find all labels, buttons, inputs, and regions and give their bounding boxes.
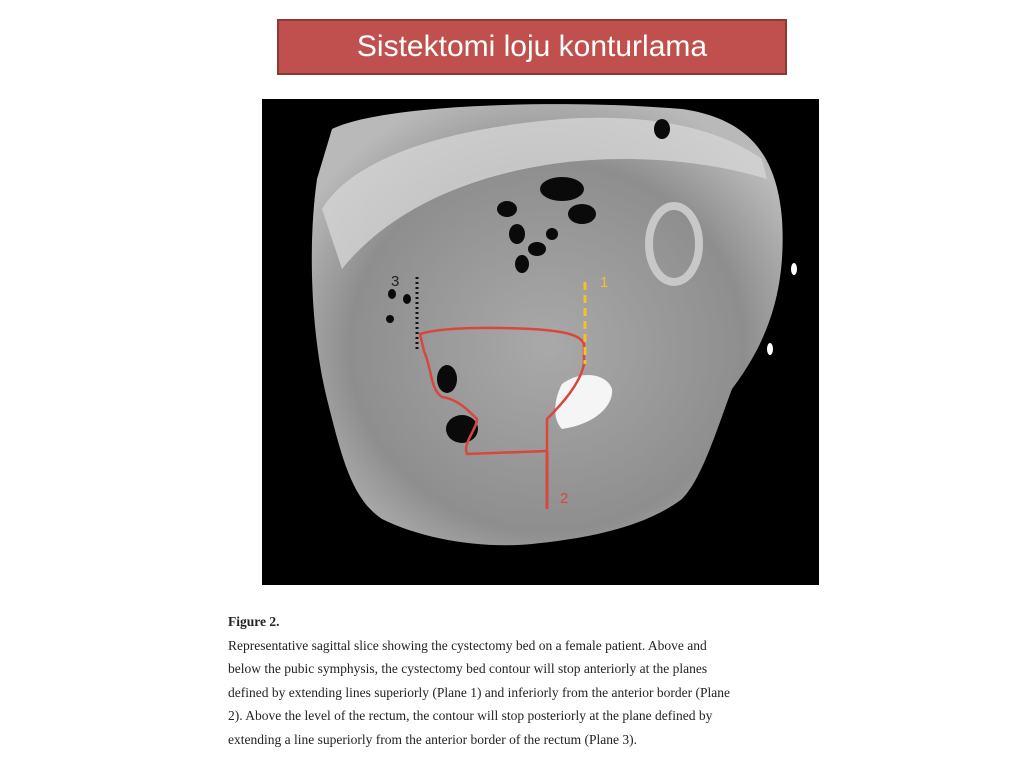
caption-line: 2). Above the level of the rectum, the contour will stop posteriorly at the plane defined by [228, 708, 713, 723]
bright-spot [791, 263, 797, 275]
caption-heading: Figure 2. [228, 614, 280, 629]
plane-1-label: 1 [600, 274, 609, 291]
bright-spot [767, 343, 773, 355]
plane-3-label: 3 [391, 273, 400, 290]
plane-2-label: 2 [560, 490, 569, 507]
slide-title-box [277, 19, 787, 75]
ct-sagittal-image [262, 99, 819, 585]
slide-title: Sistektomi loju konturlama [356, 30, 708, 63]
caption-line: Representative sagittal slice showing the cystectomy bed on a female patient. Above and [228, 637, 707, 653]
caption-line: below the pubic symphysis, the cystectomy bed contour will stop anteriorly at the planes [228, 661, 708, 676]
figure-caption [228, 610, 848, 751]
caption-line: defined by extending lines superiorly (Plane 1) and inferiorly from the anterior border (Plane [228, 684, 730, 700]
ct-scan-svg [262, 99, 819, 585]
caption-line: extending a line superiorly from the anterior border of the rectum (Plane 3). [228, 731, 637, 747]
